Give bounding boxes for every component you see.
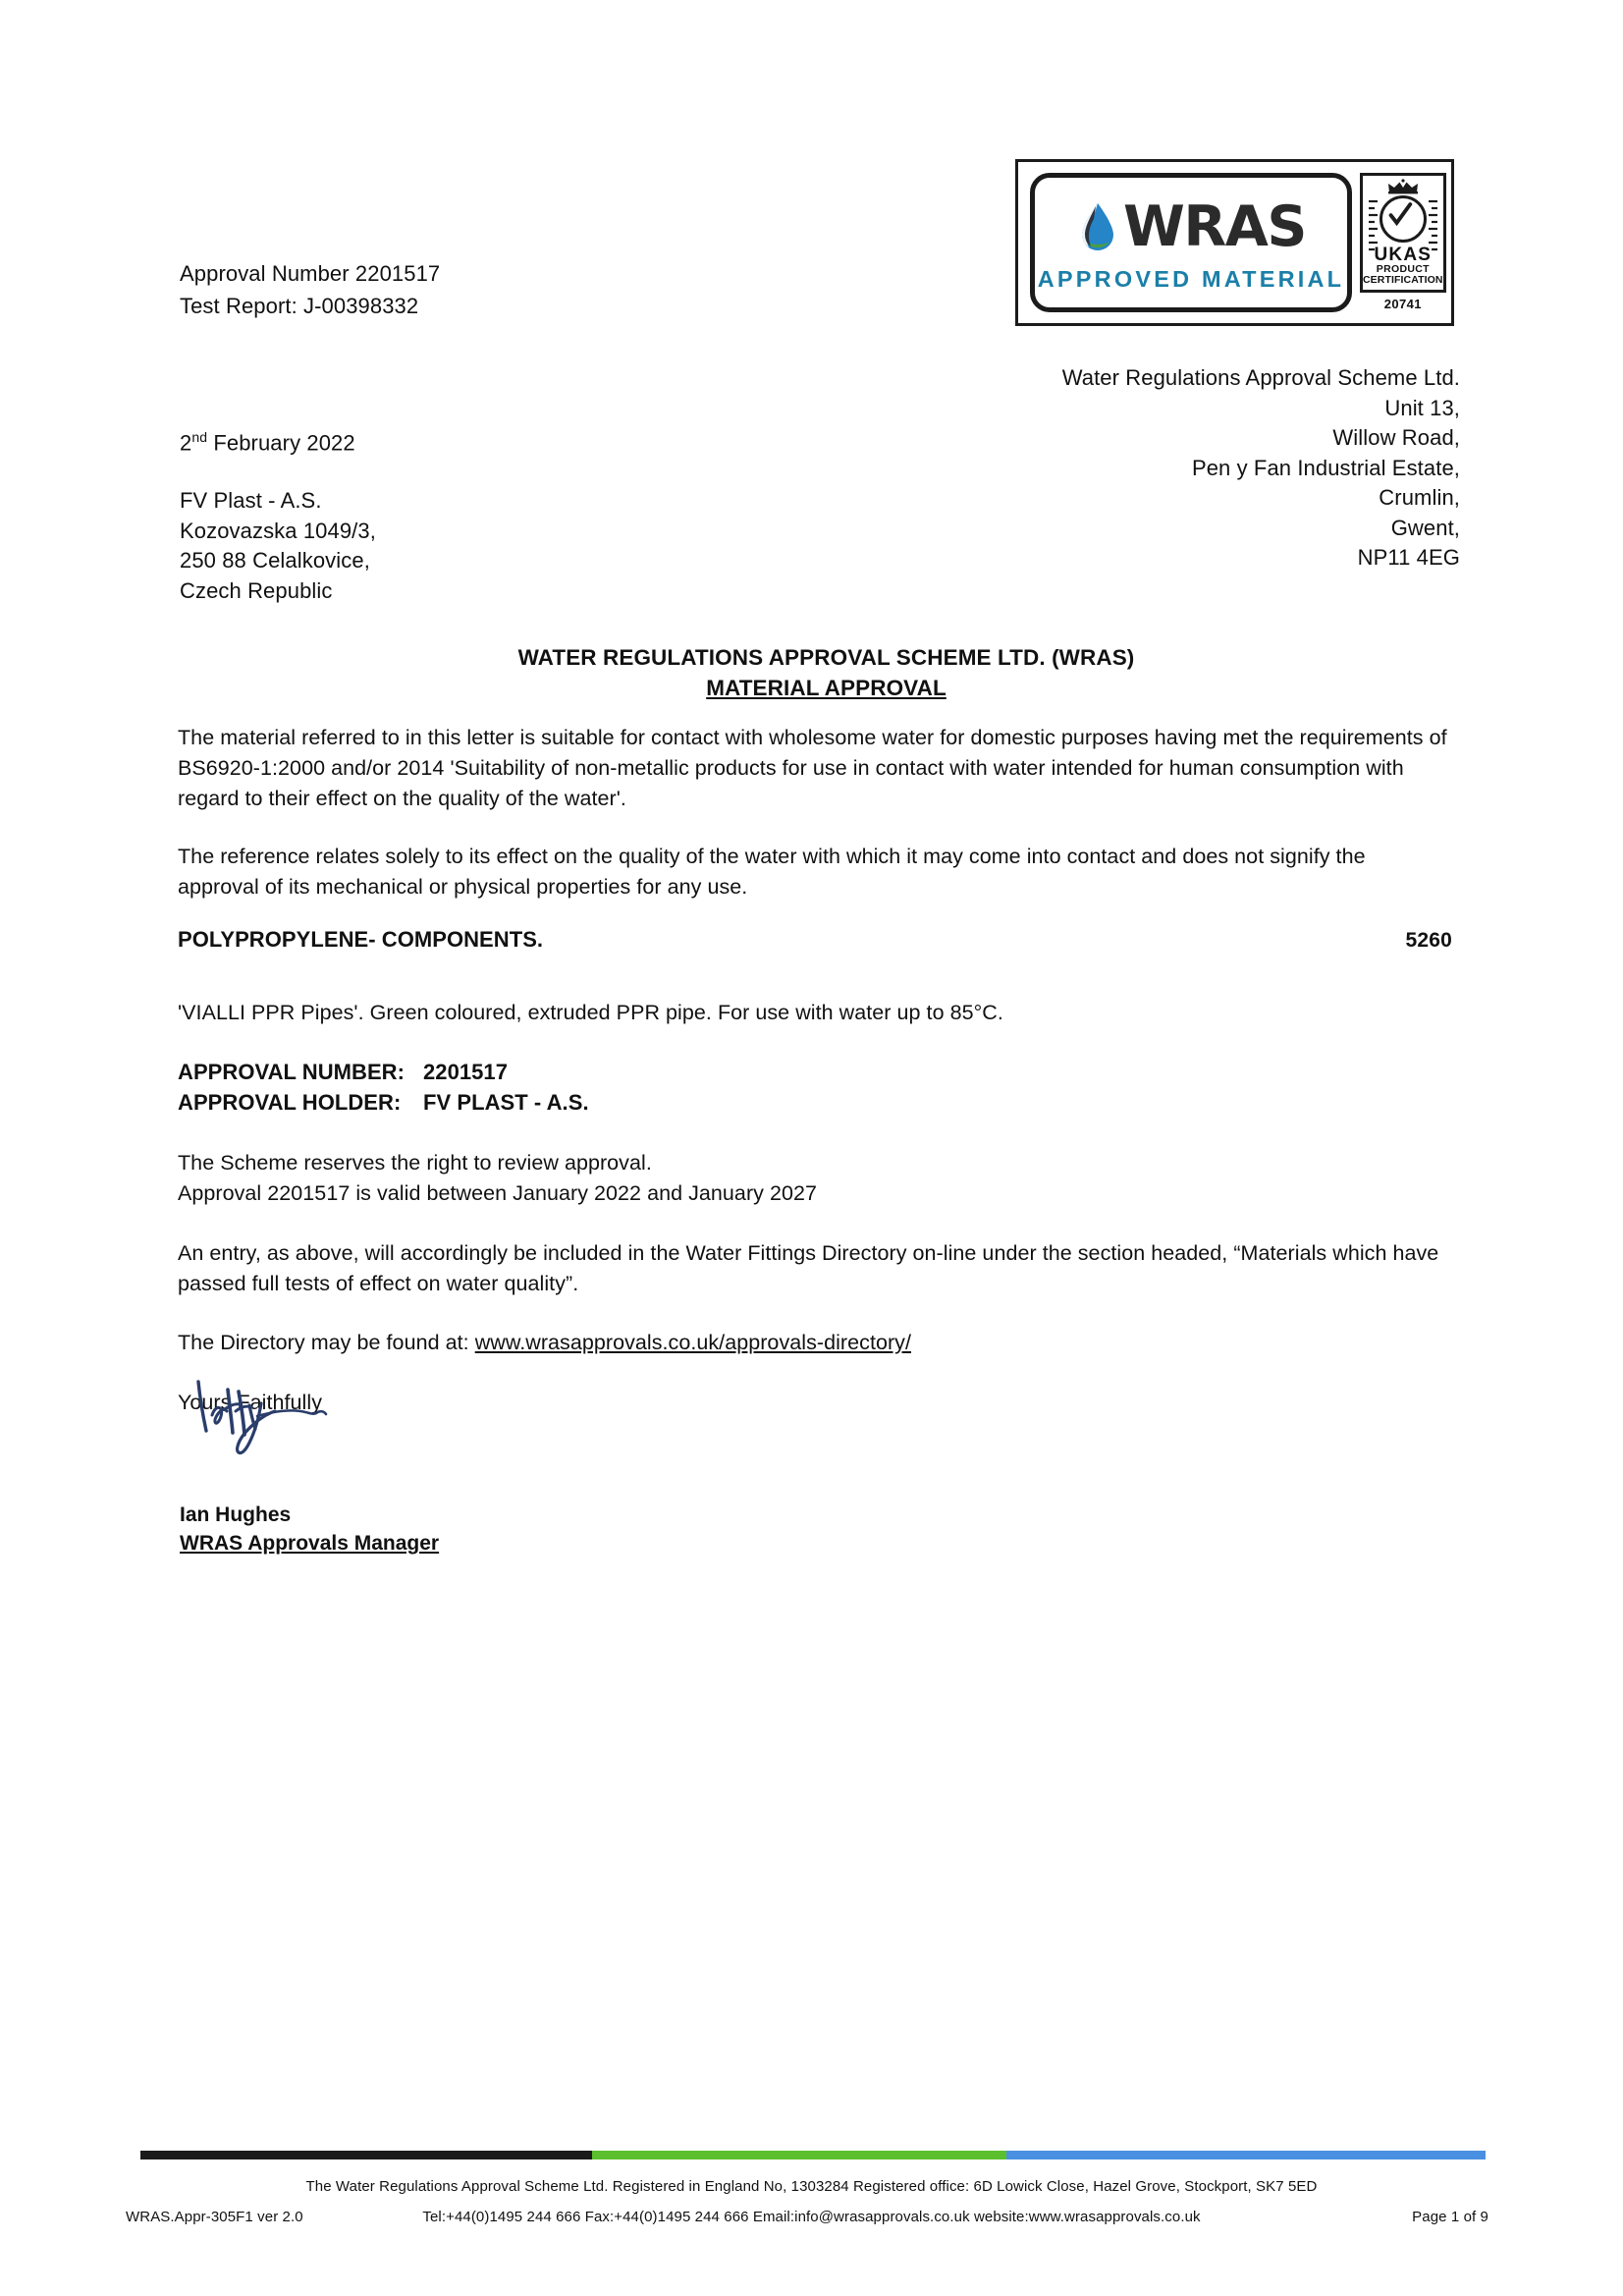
approval-number-row — [178, 1057, 1452, 1087]
component-heading-row — [178, 924, 1452, 956]
crown-icon — [1386, 179, 1420, 194]
footer-form-code: WRAS.Appr-305F1 ver 2.0 — [126, 2209, 303, 2225]
paragraph-suitability: The material referred to in this letter is suitable for contact with wholesome water for domestic purposes having met the requirements of BS6920-1:2000 and/or 2014 'Suitability of non-metallic products for use in contact with water intended for human consumption with regard to their effect on the quality of the water'. — [178, 726, 1447, 810]
ukas-subtitle-product: PRODUCT — [1376, 263, 1430, 275]
checkmark-icon — [1380, 195, 1427, 243]
footer-registration-line: The Water Regulations Approval Scheme Ltd. Registered in England No, 1303284 Registered office: 6D Lowick Close, Hazel Grove, Stockport, SK7 5ED — [305, 2178, 1318, 2195]
ukas-logo — [1360, 173, 1446, 315]
closing-salutation: Yours Faithfully — [178, 1391, 322, 1414]
signature-image — [192, 1370, 379, 1473]
directory-entry-paragraph: An entry, as above, will accordingly be included in the Water Fittings Directory on-line under the section headed, “Materials which have passed full tests of effect on water quality”. — [178, 1241, 1439, 1295]
paragraph-reference-scope: The reference relates solely to its effect on the quality of the water with which it may come into contact and does not signify the approval of its mechanical or physical properties for any use. — [178, 845, 1366, 899]
product-description: 'VIALLI PPR Pipes'. Green coloured, extruded PPR pipe. For use with water up to 85°C. — [178, 1001, 1003, 1024]
signatory-role: WRAS Approvals Manager — [180, 1532, 440, 1555]
component-number: 5260 — [1405, 929, 1452, 952]
recipient-line: 250 88 Celalkovice, — [180, 548, 370, 573]
title-line-scheme: WATER REGULATIONS APPROVAL SCHEME LTD. (WRAS) — [517, 645, 1135, 670]
footer-bar-segment-green — [592, 2151, 1006, 2159]
letter-body — [178, 723, 1452, 1418]
directory-url-link[interactable]: www.wrasapprovals.co.uk/approvals-directory/ — [474, 1331, 912, 1354]
approval-holder-row — [178, 1087, 1452, 1118]
address-line: Pen y Fan Industrial Estate, — [1191, 455, 1460, 480]
approval-number-label: APPROVAL NUMBER: — [178, 1060, 405, 1084]
ukas-wordmark: UKAS — [1374, 245, 1433, 265]
recipient-address — [180, 486, 376, 606]
directory-prefix: The Directory may be found at: — [178, 1331, 475, 1354]
date-ordinal: nd — [191, 429, 208, 445]
footer-contact-line: Tel:+44(0)1495 244 666 Fax:+44(0)1495 244 666 Email:info@wrasapprovals.co.uk website:www.wrasapprovals.co.uk — [422, 2209, 1201, 2225]
validity-line: Approval 2201517 is valid between January 2022 and January 2027 — [178, 1181, 818, 1205]
address-line: Gwent, — [1390, 515, 1460, 540]
footer-bar-segment-dark — [140, 2151, 592, 2159]
footer-color-bar — [140, 2151, 1486, 2159]
wras-wordmark: WRAS — [1123, 194, 1306, 259]
letter-date — [180, 429, 355, 456]
wras-approved-material-logo — [1015, 159, 1454, 326]
approved-material-tagline: APPROVED MATERIAL — [1037, 265, 1345, 292]
recipient-line: Kozovazska 1049/3, — [180, 518, 376, 543]
reference-block — [180, 257, 440, 322]
approval-details — [178, 1057, 1452, 1118]
approval-holder-value: FV PLAST - A.S. — [423, 1090, 589, 1115]
ukas-accreditation-number: 20741 — [1383, 297, 1422, 311]
wras-wordmark-row — [1076, 194, 1306, 259]
approval-number-line: Approval Number 2201517 — [180, 261, 441, 286]
date-day: 2 — [180, 430, 192, 456]
recipient-line: Czech Republic — [180, 577, 333, 603]
water-drop-icon — [1076, 202, 1119, 253]
footer-page-indicator: Page 1 of 9 — [1412, 2209, 1488, 2225]
address-line: Water Regulations Approval Scheme Ltd. — [1061, 365, 1460, 390]
test-report-line: Test Report: J-00398332 — [180, 294, 419, 318]
document-title — [0, 645, 1623, 701]
ukas-box — [1360, 173, 1446, 293]
address-line: Willow Road, — [1332, 425, 1460, 450]
review-right-line: The Scheme reserves the right to review approval. — [178, 1151, 652, 1175]
title-line-material-approval: MATERIAL APPROVAL — [706, 676, 947, 700]
directory-location-line — [178, 1328, 1452, 1358]
ukas-subtitle-certification: CERTIFICATION — [1363, 274, 1443, 287]
ruler-left-icon — [1369, 199, 1378, 256]
approval-number-value: 2201517 — [423, 1060, 508, 1084]
footer-bar-segment-blue — [1006, 2151, 1486, 2159]
address-line: Unit 13, — [1384, 395, 1460, 420]
component-heading: POLYPROPYLENE- COMPONENTS. — [178, 927, 544, 952]
approval-holder-label: APPROVAL HOLDER: — [178, 1090, 402, 1115]
address-line: Crumlin, — [1379, 485, 1460, 510]
address-line: NP11 4EG — [1357, 545, 1460, 570]
signatory-block — [180, 1501, 439, 1558]
signatory-name: Ian Hughes — [180, 1503, 292, 1526]
wras-logo-inner — [1030, 173, 1352, 312]
scheme-review-block — [178, 1148, 1452, 1209]
ruler-right-icon — [1429, 199, 1437, 256]
sender-address — [1062, 363, 1460, 574]
date-rest: February 2022 — [207, 430, 355, 456]
recipient-line: FV Plast - A.S. — [180, 488, 322, 513]
